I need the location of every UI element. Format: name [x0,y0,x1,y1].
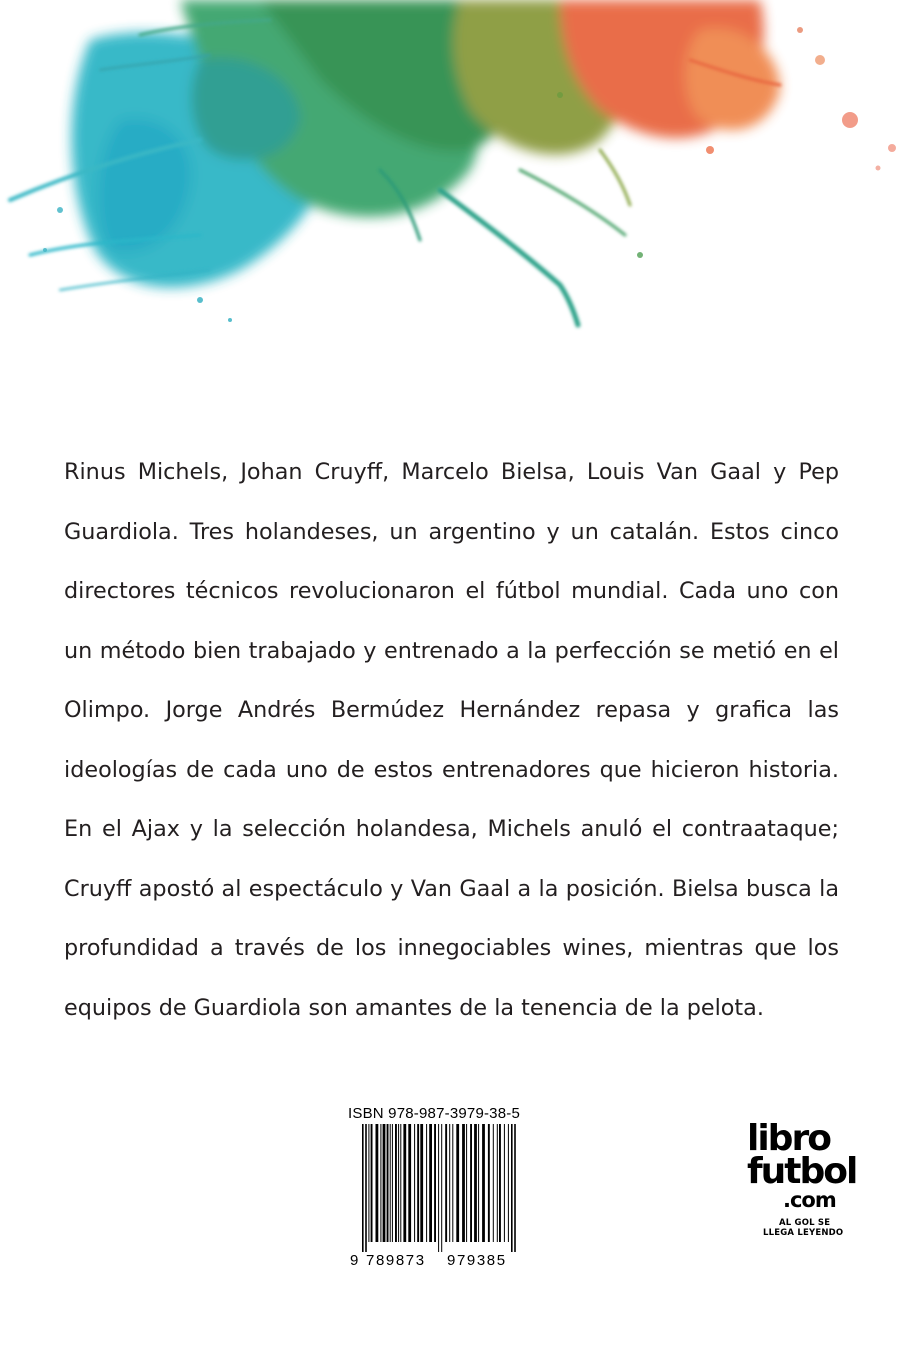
barcode-first-digit: 9 [350,1252,359,1269]
barcode-bar [497,1124,498,1242]
barcode-bar [371,1124,373,1242]
barcode-bar [488,1124,490,1242]
barcode-bar [434,1124,436,1242]
barcode-bar [420,1124,423,1242]
barcode-bar [493,1124,494,1242]
barcode-bar [466,1124,467,1242]
barcode-bars [362,1124,516,1252]
barcode-guard-bar [365,1124,367,1252]
barcode-bar [400,1124,401,1242]
barcode-bar [417,1124,419,1242]
watercolor-splash-illustration [0,0,907,360]
barcode-bar [395,1124,397,1242]
barcode-bar [504,1124,505,1242]
barcode [348,1124,530,1270]
isbn-barcode-block [348,1104,530,1270]
barcode-bar [398,1124,399,1242]
barcode-bar [392,1124,393,1242]
barcode-bar [403,1124,406,1242]
barcode-bar [414,1124,415,1242]
barcode-bar [456,1124,459,1242]
barcode-bar [478,1124,479,1242]
barcode-right-digits: 979385 [447,1252,507,1269]
barcode-guard-bar [362,1124,364,1252]
barcode-bar [429,1124,432,1242]
barcode-guard-bar [511,1124,513,1252]
barcode-bar [508,1124,509,1242]
barcode-bar [426,1124,427,1242]
barcode-bar [390,1124,391,1242]
back-cover-blurb: Rinus Michels, Johan Cruyff, Marcelo Bielsa, Louis Van Gaal y Pep Guardiola. Tres holandeses, un argentino y un catalán. Estos cinco directores técnicos revolucionaron el fútbol mundial. Cada uno con un método bien trabajado y entrenado a la perfección se metió en el Olimpo. Jorge Andrés Bermúdez Hernández repasa y grafica las ideologías de cada uno de estos entrenadores que hicieron historia. En el Ajax y la selección holandesa, Michels anuló el contraataque; Cruyff apostó al espectáculo y Van Gaal a la posición. Bielsa busca la profundidad a través de los innegociables wines, mientras que los equipos de Guardiola son amantes de la tenencia de la pelota. [64,459,839,1021]
barcode-guard-bar [514,1124,516,1252]
barcode-bar [376,1124,379,1242]
barcode-bar [368,1124,369,1242]
barcode-bar [499,1124,501,1242]
logo-word-futbol: futbol [747,1151,857,1192]
barcode-bar [387,1124,389,1242]
logo-tagline-2: LLEGA LEYENDO [763,1228,844,1238]
barcode-bar [474,1124,477,1242]
logo-word-com: .com [783,1188,836,1212]
barcode-bar [482,1124,485,1242]
barcode-bar [462,1124,465,1242]
barcode-left-digits: 789873 [366,1252,426,1269]
librofutbol-logo [747,1118,857,1242]
barcode-bar [449,1124,450,1242]
logo-word-libro: libro [747,1118,830,1159]
barcode-bar [383,1124,386,1242]
barcode-bar [445,1124,447,1242]
barcode-bar [441,1124,442,1252]
isbn-label: ISBN 978-987-3979-38-5 [348,1105,521,1122]
barcode-bar [438,1124,439,1252]
barcode-bar [380,1124,381,1242]
barcode-bar [470,1124,472,1242]
logo-tagline-1: AL GOL SE [779,1218,831,1228]
barcode-bar [452,1124,453,1242]
barcode-bar [408,1124,411,1242]
